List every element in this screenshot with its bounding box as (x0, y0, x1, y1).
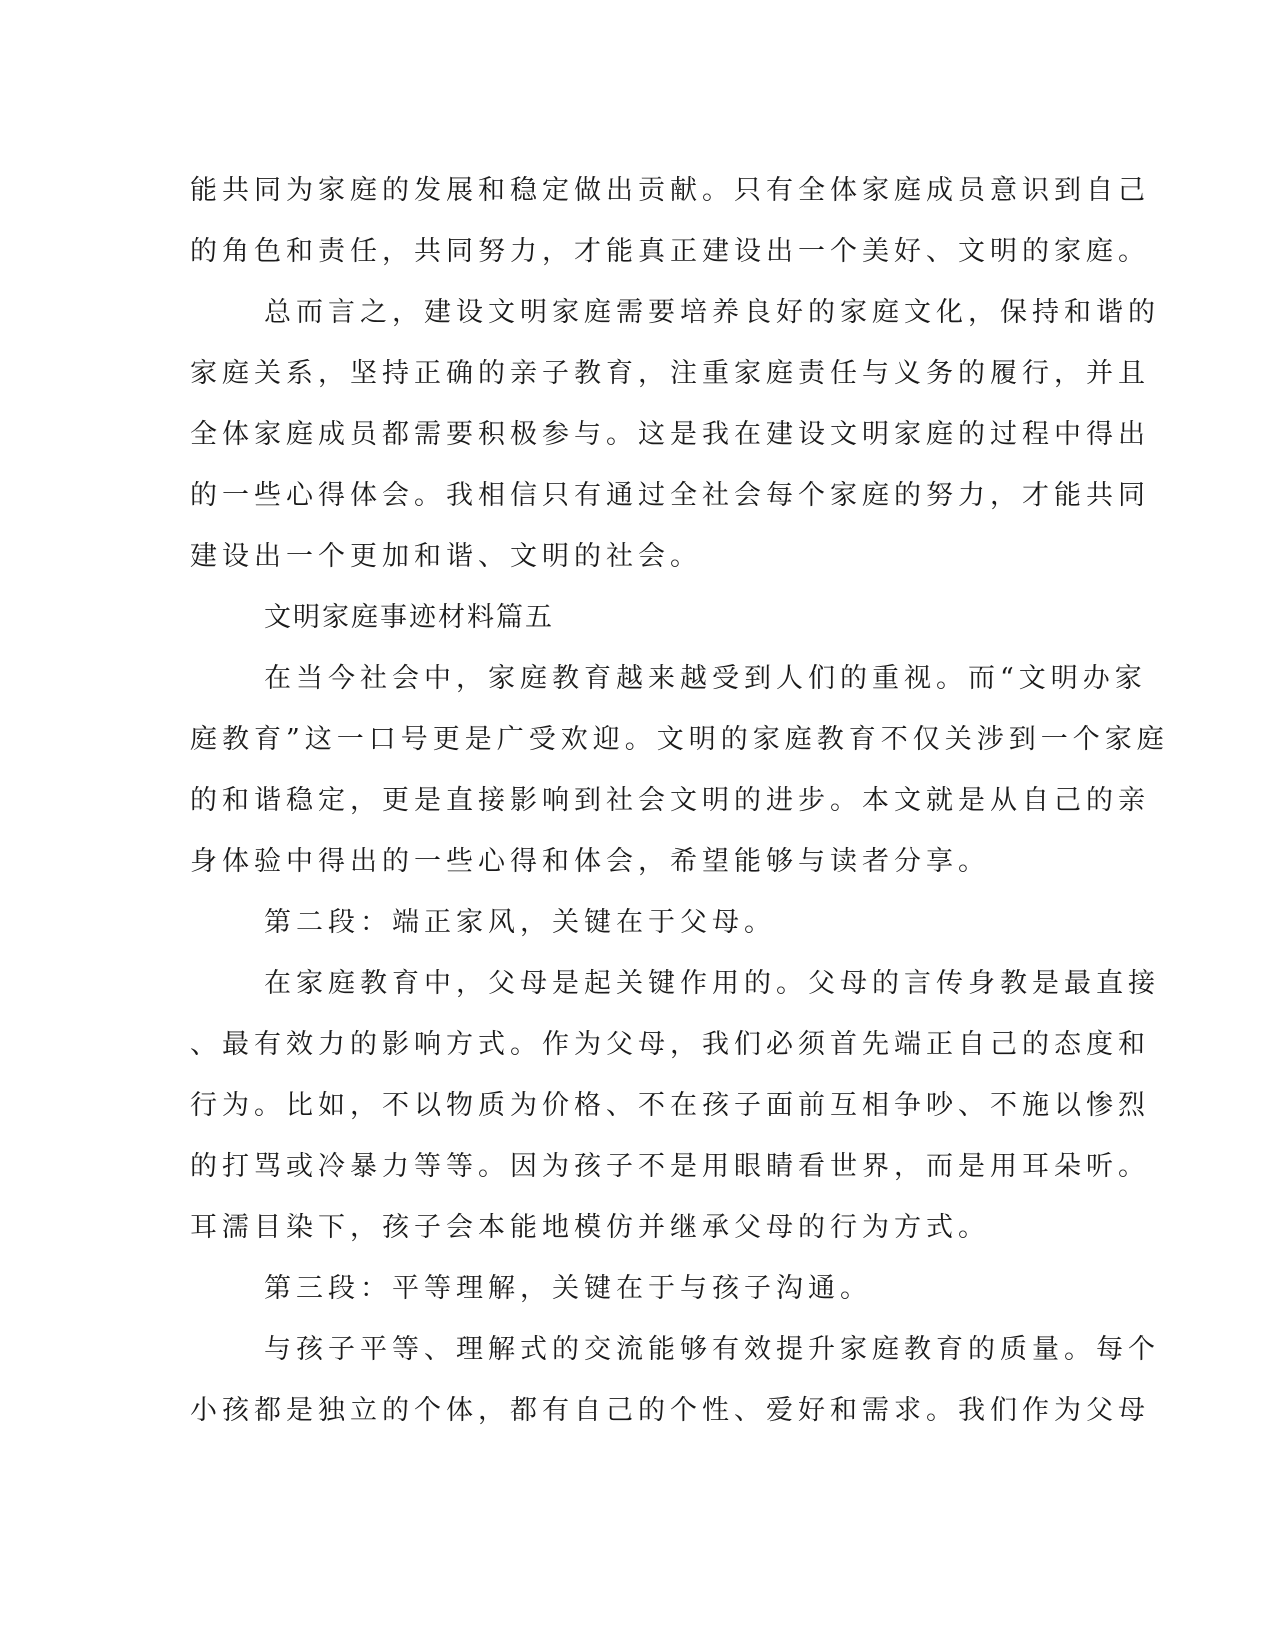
text-line: 在当今社会中，家庭教育越来越受到人们的重视。而“文明办家 (264, 663, 1147, 694)
text-line: 能共同为家庭的发展和稳定做出贡献。只有全体家庭成员意识到自己 (190, 175, 1150, 206)
text-line: 、最有效力的影响方式。作为父母，我们必须首先端正自己的态度和 (190, 1029, 1150, 1060)
text-line: 小孩都是独立的个体，都有自己的个性、爱好和需求。我们作为父母 (190, 1395, 1150, 1426)
section-subheading: 第三段：平等理解，关键在于与孩子沟通。 (264, 1273, 872, 1304)
text-line: 全体家庭成员都需要积极参与。这是我在建设文明家庭的过程中得出 (190, 419, 1150, 450)
text-line: 耳濡目染下，孩子会本能地模仿并继承父母的行为方式。 (190, 1212, 990, 1243)
text-line: 的和谐稳定，更是直接影响到社会文明的进步。本文就是从自己的亲 (190, 785, 1150, 816)
text-line: 的打骂或冷暴力等等。因为孩子不是用眼睛看世界，而是用耳朵听。 (190, 1151, 1150, 1182)
text-line: 与孩子平等、理解式的交流能够有效提升家庭教育的质量。每个 (264, 1334, 1160, 1365)
section-subheading: 第二段：端正家风，关键在于父母。 (264, 907, 776, 938)
text-line: 身体验中得出的一些心得和体会，希望能够与读者分享。 (190, 846, 990, 877)
text-line: 总而言之，建设文明家庭需要培养良好的家庭文化，保持和谐的 (264, 297, 1160, 328)
text-line: 家庭关系，坚持正确的亲子教育，注重家庭责任与义务的履行，并且 (190, 358, 1150, 389)
text-line: 行为。比如，不以物质为价格、不在孩子面前互相争吵、不施以惨烈 (190, 1090, 1150, 1121)
text-line: 的角色和责任，共同努力，才能真正建设出一个美好、文明的家庭。 (190, 236, 1150, 267)
document-body (190, 160, 1169, 1441)
text-line: 的一些心得体会。我相信只有通过全社会每个家庭的努力，才能共同 (190, 480, 1150, 511)
text-line: 在家庭教育中，父母是起关键作用的。父母的言传身教是最直接 (264, 968, 1160, 999)
text-line: 建设出一个更加和谐、文明的社会。 (190, 541, 702, 572)
text-line: 庭教育”这一口号更是广受欢迎。文明的家庭教育不仅关涉到一个家庭 (190, 724, 1169, 755)
section-title: 文明家庭事迹材料篇五 (264, 602, 554, 633)
